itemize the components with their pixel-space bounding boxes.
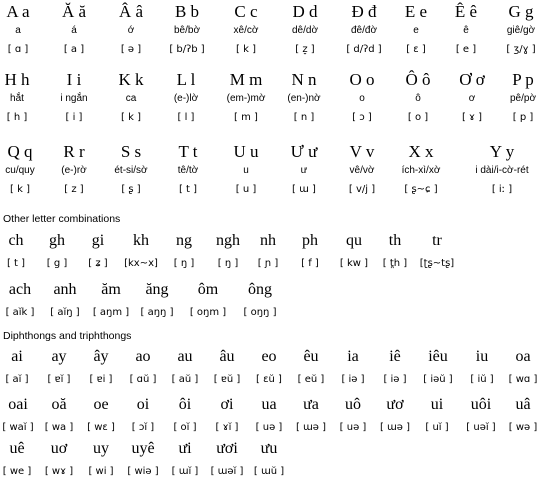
- combo-text: ng: [176, 232, 192, 249]
- ipa-value: [ ŋ ]: [173, 258, 195, 269]
- alphabet-cell: [168, 142, 208, 196]
- diphthong-cell: [460, 396, 502, 434]
- ipa-value: [ aŋŋ ]: [140, 307, 174, 318]
- ipa-value: [ oŋŋ ]: [243, 307, 277, 318]
- diphthong-cell: [168, 348, 202, 386]
- letter-name: ê: [463, 25, 469, 36]
- ipa-value: [ k ]: [121, 112, 141, 123]
- ipa-value: [ ə ]: [120, 44, 142, 55]
- diphthong-cell: [504, 348, 542, 386]
- diphthong-text: ưi: [178, 440, 192, 457]
- ipa-value: [ ɔĭ ]: [131, 422, 155, 433]
- diphthong-text: ia: [347, 348, 359, 365]
- letter-pair: H h: [4, 70, 30, 89]
- diphthong-text: ưu: [260, 440, 278, 457]
- diphthong-cell: [252, 396, 286, 434]
- combo-text: nh: [260, 232, 276, 249]
- ipa-value: [ ʂ~ɕ ]: [404, 184, 438, 195]
- ipa-value: [ k ]: [236, 44, 256, 55]
- diphthong-text: oa: [515, 348, 531, 365]
- ipa-value: [ l ]: [177, 112, 195, 123]
- letter-pair: V v: [349, 142, 375, 161]
- letter-name: ca: [125, 93, 137, 104]
- diphthong-cell: [378, 348, 412, 386]
- combo-cell: [84, 232, 112, 270]
- diphthong-text: ui: [430, 396, 444, 413]
- ipa-value: [ ɯəĭ ]: [210, 466, 244, 477]
- ipa-value: [ aŭ ]: [171, 374, 199, 385]
- letter-pair: G g: [508, 2, 534, 21]
- alphabet-cell: [222, 2, 270, 56]
- ipa-value: [ wə ]: [508, 422, 538, 433]
- diphthong-cell: [336, 396, 370, 434]
- combo-cell: [42, 232, 72, 270]
- diphthong-cell: [42, 396, 76, 434]
- ipa-value: [ iŭ ]: [470, 374, 494, 385]
- combo-cell: [336, 232, 372, 270]
- alphabet-cell: [338, 2, 390, 56]
- letter-pair: Ă ă: [61, 2, 87, 21]
- combo-text: ông: [248, 281, 272, 298]
- letter-pair: B b: [174, 2, 200, 21]
- ipa-value: [ wa ]: [44, 422, 74, 433]
- letter-name: pê/pờ: [509, 93, 537, 104]
- combo-cell: [2, 232, 30, 270]
- letter-pair: K k: [118, 70, 144, 89]
- alphabet-cell: [164, 70, 208, 124]
- diphthong-cell: [336, 348, 370, 386]
- ipa-value: [ ɔ ]: [352, 112, 372, 123]
- ipa-value: [ ɤĭ ]: [215, 422, 239, 433]
- diphthong-text: ươ: [386, 396, 404, 413]
- ipa-value: [ wɤ ]: [44, 466, 74, 477]
- letter-name: đê/đờ: [350, 25, 378, 36]
- combo-cell: [294, 232, 326, 270]
- ipa-value: [ ɑŭ ]: [129, 374, 157, 385]
- alphabet-cell: [400, 2, 432, 56]
- ipa-value: [ ɯĭ ]: [171, 466, 199, 477]
- combo-cell: [254, 232, 282, 270]
- ipa-value: [ u ]: [235, 184, 257, 195]
- letter-name: hắt: [10, 93, 24, 104]
- diphthong-text: uôi: [470, 396, 492, 413]
- combo-text: ăm: [101, 281, 121, 298]
- diphthong-text: eo: [261, 348, 277, 365]
- combo-text: ach: [8, 281, 32, 298]
- combo-text: gi: [91, 232, 105, 249]
- letter-pair: X x: [408, 142, 434, 161]
- alphabet-cell: [110, 2, 152, 56]
- ipa-value: [ t ]: [178, 184, 198, 195]
- ipa-value: [ we ]: [2, 466, 32, 477]
- alphabet-cell: [0, 70, 34, 124]
- letter-pair: N n: [291, 70, 317, 89]
- ipa-value: [ aĭ ]: [5, 374, 29, 385]
- letter-name: tê/tờ: [177, 165, 199, 176]
- letter-name: cu/quy: [5, 165, 35, 176]
- ipa-value: [ ɯ ]: [292, 184, 316, 195]
- ipa-value: [ uə ]: [339, 422, 367, 433]
- letter-pair: Đ đ: [351, 2, 377, 21]
- ipa-value: [ o ]: [407, 112, 429, 123]
- combo-cell: [184, 281, 232, 319]
- ipa-value: [ aĭŋ ]: [50, 307, 80, 318]
- ipa-value: [ ɲ ]: [257, 258, 279, 269]
- diphthong-text: oi: [136, 396, 150, 413]
- letter-name: a: [15, 25, 21, 36]
- combo-cell: [44, 281, 86, 319]
- combo-text: ôm: [197, 281, 219, 298]
- alphabet-cell: [284, 142, 324, 196]
- letter-pair: Â â: [118, 2, 144, 21]
- diphthong-cell: [210, 396, 244, 434]
- alphabet-cell: [112, 70, 150, 124]
- ipa-value: [ uəĭ ]: [466, 422, 496, 433]
- alphabet-cell: [52, 70, 96, 124]
- diphthong-cell: [252, 348, 286, 386]
- ipa-value: [ z ]: [64, 184, 84, 195]
- alphabet-cell: [497, 2, 545, 56]
- diphthong-cell: [0, 396, 36, 434]
- combo-cell: [0, 281, 40, 319]
- ipa-value: [ ɐi ]: [89, 374, 113, 385]
- diphthong-cell: [420, 396, 454, 434]
- ipa-value: [ ɛ ]: [406, 44, 426, 55]
- letter-pair: O o: [349, 70, 375, 89]
- alphabet-cell: [450, 70, 494, 124]
- letter-name: xê/cờ: [233, 25, 259, 36]
- diphthong-cell: [84, 348, 118, 386]
- ipa-value: [ ɑ ]: [7, 44, 29, 55]
- letter-name: giê/gờ: [506, 25, 536, 36]
- letter-pair: R r: [63, 142, 85, 161]
- ipa-value: [ ʑ ]: [88, 258, 108, 269]
- combo-text: tr: [432, 232, 442, 249]
- ipa-value: [ ɐŭ ]: [213, 374, 241, 385]
- ipa-value: [ ʒ/ɣ ]: [506, 44, 536, 55]
- ipa-value: [ m ]: [234, 112, 258, 123]
- ipa-value: [ d/ʔd ]: [346, 44, 382, 55]
- alphabet-cell: [52, 2, 96, 56]
- combo-text: ăng: [145, 281, 169, 298]
- combo-cell: [168, 232, 200, 270]
- diphthongs-row-3: [0, 440, 545, 480]
- ipa-value: [ wɛ ]: [87, 422, 115, 433]
- letter-name: á: [71, 25, 77, 36]
- combo-text: th: [388, 232, 402, 249]
- letter-pair: Ô ô: [405, 70, 431, 89]
- ipa-value: [ aŋm ]: [92, 307, 130, 318]
- letter-pair: Ơ ơ: [459, 70, 485, 89]
- letter-name: (e-)rờ: [61, 165, 87, 176]
- letter-pair: Ư ư: [290, 142, 318, 161]
- letter-pair: D d: [292, 2, 318, 21]
- section-heading-diphthongs: Diphthongs and triphthongs: [3, 330, 132, 342]
- combo-cell: [236, 281, 284, 319]
- diphthong-text: oe: [93, 396, 109, 413]
- alphabet-row-3: [0, 142, 545, 198]
- alphabet-cell: [446, 2, 486, 56]
- combo-text: ngh: [216, 232, 240, 249]
- alphabet-cell: [0, 142, 40, 196]
- letter-pair: A a: [6, 2, 30, 21]
- diphthong-cell: [294, 396, 328, 434]
- ipa-value: [ k ]: [10, 184, 30, 195]
- alphabet-cell: [108, 142, 154, 196]
- ipa-value: [ t̪h ]: [382, 258, 408, 269]
- ipa-value: [ eŭ ]: [297, 374, 325, 385]
- diphthong-cell: [504, 396, 542, 434]
- letter-pair: Ê ê: [454, 2, 478, 21]
- diphthongs-row-1: [0, 348, 545, 388]
- letter-name: e: [413, 25, 419, 36]
- diphthong-cell: [126, 396, 160, 434]
- letter-name: (em-)mờ: [226, 93, 266, 104]
- ipa-value: [ waĭ ]: [2, 422, 34, 433]
- letter-name: dê/dờ: [291, 25, 319, 36]
- ipa-value: [ ɯŭ ]: [253, 466, 285, 477]
- ipa-value: [ f ]: [301, 258, 319, 269]
- ipa-value: [ wɑ ]: [508, 374, 538, 385]
- combo-text: ch: [8, 232, 24, 249]
- diphthong-text: au: [177, 348, 193, 365]
- diphthong-text: âu: [219, 348, 235, 365]
- ipa-value: [ e ]: [455, 44, 477, 55]
- letter-name: bê/bờ: [173, 25, 201, 36]
- ipa-value: [ iː ]: [491, 184, 513, 195]
- diphthong-text: êu: [303, 348, 319, 365]
- section-heading-other-combinations: Other letter combinations: [3, 213, 121, 225]
- combo-cell: [134, 281, 180, 319]
- ipa-value: [ uə ]: [255, 422, 283, 433]
- combo-text: anh: [53, 281, 77, 298]
- letter-pair: I i: [66, 70, 82, 89]
- diphthong-text: ua: [261, 396, 277, 413]
- combo-text: gh: [49, 232, 65, 249]
- alphabet-row-2: [0, 70, 545, 126]
- diphthong-text: ao: [135, 348, 151, 365]
- combos-row-2: [0, 281, 545, 321]
- letter-pair: Y y: [489, 142, 515, 161]
- diphthong-cell: [42, 440, 76, 478]
- diphthong-text: uâ: [515, 396, 531, 413]
- ipa-value: [ wiə ]: [127, 466, 159, 477]
- letter-pair: T t: [178, 142, 198, 161]
- diphthong-cell: [84, 396, 118, 434]
- ipa-value: [ uĭ ]: [425, 422, 449, 433]
- diphthong-text: uô: [345, 396, 361, 413]
- alphabet-cell: [501, 70, 545, 124]
- letter-name: vê/vờ: [349, 165, 375, 176]
- letter-pair: L l: [176, 70, 196, 89]
- alphabet-cell: [460, 142, 544, 196]
- combo-text: qu: [346, 232, 362, 249]
- diphthong-cell: [294, 348, 328, 386]
- alphabet-cell: [278, 70, 330, 124]
- ipa-value: [ v/j ]: [348, 184, 376, 195]
- ipa-value: [kx~x]: [124, 258, 158, 269]
- ipa-value: [ ɛŭ ]: [256, 374, 282, 385]
- diphthong-text: iêu: [428, 348, 448, 365]
- ipa-value: [ oĭ ]: [173, 422, 197, 433]
- letter-name: ớ: [127, 25, 135, 36]
- letter-name: ô: [415, 93, 421, 104]
- letter-name: i dài/i-cờ-rét: [475, 165, 529, 176]
- alphabet-cell: [398, 70, 438, 124]
- ipa-value: [ʈʂ~tʂ]: [419, 258, 455, 269]
- ipa-value: [ ʂ ]: [121, 184, 141, 195]
- diphthong-text: iê: [389, 348, 401, 365]
- diphthong-text: ươi: [216, 440, 238, 457]
- alphabet-cell: [0, 2, 36, 56]
- combo-cell: [88, 281, 134, 319]
- ipa-value: [ b/ʔb ]: [169, 44, 205, 55]
- alphabet-row-1: [0, 2, 545, 58]
- letter-pair: Q q: [7, 142, 33, 161]
- diphthong-cell: [168, 396, 202, 434]
- ipa-value: [ wi ]: [88, 466, 114, 477]
- ipa-value: [ ɯə ]: [379, 422, 411, 433]
- letter-name: ét-si/sờ: [114, 165, 148, 176]
- ipa-value: [ t ]: [6, 258, 26, 269]
- alphabet-cell: [218, 70, 274, 124]
- ipa-value: [ kw ]: [339, 258, 369, 269]
- alphabet-cell: [162, 2, 212, 56]
- alphabet-cell: [280, 2, 330, 56]
- ipa-value: [ iə ]: [341, 374, 365, 385]
- diphthong-text: oă: [51, 396, 67, 413]
- alphabet-cell: [226, 142, 266, 196]
- letter-pair: C c: [234, 2, 258, 21]
- ipa-value: [ ɤ ]: [461, 112, 483, 123]
- combo-cell: [378, 232, 412, 270]
- diphthong-cell: [122, 440, 164, 478]
- diphthong-text: oai: [8, 396, 28, 413]
- diphthong-text: uy: [93, 440, 109, 457]
- ipa-value: [ i ]: [65, 112, 83, 123]
- combo-text: ph: [302, 232, 318, 249]
- alphabet-cell: [52, 142, 96, 196]
- diphthongs-row-2: [0, 396, 545, 436]
- letter-name: u: [243, 165, 249, 176]
- alphabet-cell: [340, 70, 384, 124]
- diphthong-cell: [416, 348, 460, 386]
- diphthong-cell: [42, 348, 76, 386]
- diphthong-cell: [168, 440, 202, 478]
- diphthong-cell: [210, 348, 244, 386]
- diphthong-text: ai: [11, 348, 23, 365]
- alphabet-cell: [338, 142, 386, 196]
- diphthong-text: ay: [51, 348, 67, 365]
- ipa-value: [ aĭk ]: [5, 307, 35, 318]
- letter-name: o: [359, 93, 365, 104]
- letter-name: i ngắn: [60, 93, 88, 104]
- diphthong-cell: [378, 396, 412, 434]
- letter-pair: M m: [229, 70, 263, 89]
- letter-name: ư: [300, 165, 308, 176]
- diphthong-cell: [252, 440, 286, 478]
- letter-name: (en-)nờ: [287, 93, 321, 104]
- ipa-value: [ a ]: [63, 44, 85, 55]
- letter-pair: P p: [512, 70, 534, 89]
- diphthong-text: uê: [9, 440, 25, 457]
- alphabet-cell: [392, 142, 450, 196]
- combo-cell: [414, 232, 460, 270]
- letter-pair: U u: [233, 142, 259, 161]
- ipa-value: [ z̞ ]: [295, 44, 315, 55]
- letter-pair: E e: [404, 2, 428, 21]
- diphthong-text: iu: [475, 348, 489, 365]
- diphthong-text: uơ: [50, 440, 68, 457]
- combos-row-1: [0, 232, 545, 272]
- ipa-value: [ iə ]: [383, 374, 407, 385]
- diphthong-text: ưa: [303, 396, 319, 413]
- diphthong-text: uyê: [131, 440, 155, 457]
- diphthong-cell: [126, 348, 160, 386]
- diphthong-cell: [0, 440, 34, 478]
- ipa-value: [ oŋm ]: [189, 307, 227, 318]
- ipa-value: [ ɐĭ ]: [47, 374, 71, 385]
- letter-pair: S s: [120, 142, 142, 161]
- ipa-value: [ ŋ ]: [217, 258, 239, 269]
- ipa-value: [ n ]: [293, 112, 315, 123]
- combo-text: kh: [133, 232, 149, 249]
- diphthong-text: ôi: [178, 396, 192, 413]
- diphthong-cell: [464, 348, 500, 386]
- diphthong-text: ơi: [220, 396, 234, 413]
- diphthong-cell: [84, 440, 118, 478]
- letter-name: (e-)lờ: [173, 93, 199, 104]
- ipa-value: [ h ]: [6, 112, 28, 123]
- diphthong-cell: [204, 440, 250, 478]
- diphthong-text: ây: [93, 348, 109, 365]
- letter-name: ơ: [468, 93, 476, 104]
- letter-name: ích-xì/xờ: [401, 165, 441, 176]
- ipa-value: [ p ]: [512, 112, 534, 123]
- combo-cell: [210, 232, 246, 270]
- combo-cell: [120, 232, 162, 270]
- diphthong-cell: [0, 348, 34, 386]
- ipa-value: [ g ]: [46, 258, 68, 269]
- ipa-value: [ ɯə ]: [295, 422, 327, 433]
- ipa-value: [ iəŭ ]: [423, 374, 453, 385]
